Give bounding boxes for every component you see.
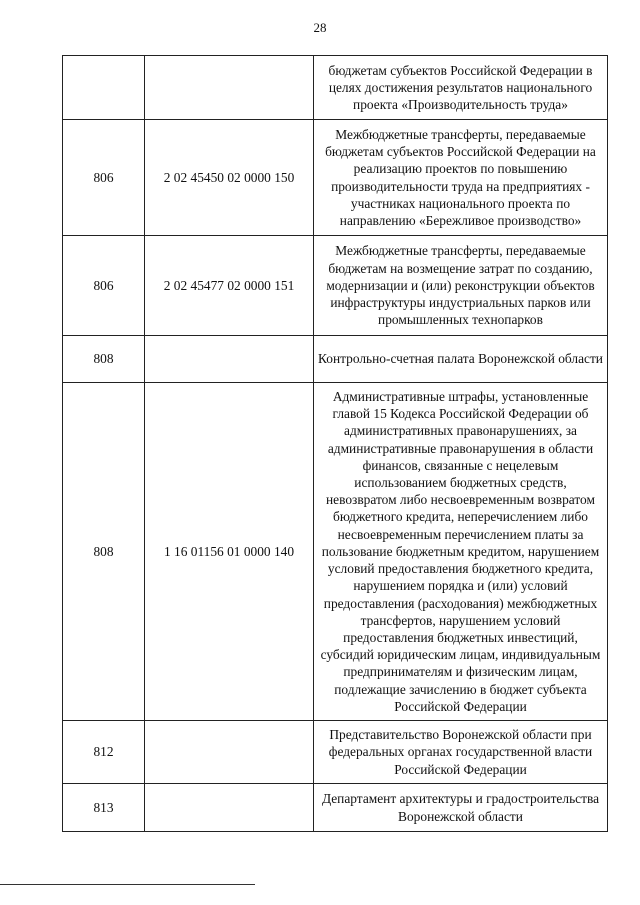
- admin-code-cell: 806: [63, 236, 145, 336]
- kbk-code-cell: [145, 336, 314, 383]
- kbk-code-cell: 2 02 45477 02 0000 151: [145, 236, 314, 336]
- description-cell: Департамент архитектуры и градостроительства Воронежской области: [314, 784, 608, 832]
- admin-code-cell: 813: [63, 784, 145, 832]
- table-row: [63, 236, 608, 336]
- kbk-code-cell: [145, 721, 314, 784]
- admin-code-cell: 806: [63, 120, 145, 236]
- table-row: [63, 383, 608, 721]
- table-row: [63, 56, 608, 120]
- description-cell: Межбюджетные трансферты, передаваемые бюджетам на возмещение затрат по созданию, модернизации и (или) реконструкции объектов инфраструктуры индустриальных парков или промышленных технопарков: [314, 236, 608, 336]
- table-row: [63, 336, 608, 383]
- kbk-code-cell: [145, 56, 314, 120]
- page-number: 28: [313, 20, 327, 35]
- admin-code-cell: [63, 56, 145, 120]
- admin-code-cell: 812: [63, 721, 145, 784]
- kbk-code-cell: 1 16 01156 01 0000 140: [145, 383, 314, 721]
- kbk-code-cell: 2 02 45450 02 0000 150: [145, 120, 314, 236]
- admin-code-cell: 808: [63, 336, 145, 383]
- description-cell: Представительство Воронежской области при федеральных органах государственной власти Российской Федерации: [314, 721, 608, 784]
- footnote-divider: [0, 884, 255, 885]
- description-cell: Контрольно-счетная палата Воронежской области: [314, 336, 608, 383]
- description-cell: Административные штрафы, установленные главой 15 Кодекса Российской Федерации об административных правонарушениях, за административные правонарушения в области финансов, связанные с нецелевым использованием бюджетных средств, невозвратом либо несвоевременным возвратом бюджетного кредита, неперечислением либо несвоевременным перечислением платы за пользование бюджетным кредитом, нарушением условий предоставления бюджетного кредита, нарушением порядка и (или) условий предоставления (расходования) межбюджетных трансфертов, нарушением условий предоставления бюджетных инвестиций, субсидий юридическим лицам, индивидуальным предпринимателям и физическим лицам, подлежащие зачислению в бюджет субъекта Российской Федерации: [314, 383, 608, 721]
- kbk-code-cell: [145, 784, 314, 832]
- table-row: [63, 784, 608, 832]
- admin-code-cell: 808: [63, 383, 145, 721]
- description-cell: бюджетам субъектов Российской Федерации в целях достижения результатов национального проекта «Производительность труда»: [314, 56, 608, 120]
- description-cell: Межбюджетные трансферты, передаваемые бюджетам субъектов Российской Федерации на реализацию проектов по повышению производительности труда на предприятиях - участниках национального проекта по направлению «Бережливое производство»: [314, 120, 608, 236]
- table-row: [63, 120, 608, 236]
- revenue-codes-table: [62, 55, 608, 832]
- table-row: [63, 721, 608, 784]
